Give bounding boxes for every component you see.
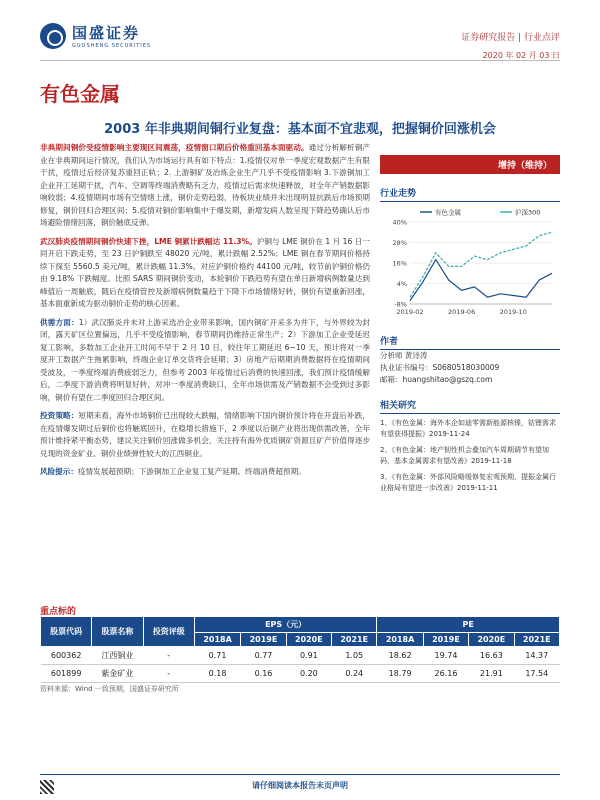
related-title: 相关研究	[380, 398, 560, 414]
paragraph-text: 1）武汉肺炎并未对上游采选冶企业带来影响，国内铜矿开采多为井下，与外界较为封闭，露天矿区位置偏远，几乎不受疫情影响，春节期间仍维持正常生产；2）下游加工企业受延迟复工影响，多数加工企业开工时间不早于 2 月 10 日，较往年工期延迟 6~10 天，预计将对一季度开工数据产生拖累影响，终端企业订单交货将会延期；3）房地产后期期消费数据将在疫情期间受波及，一季度终端消费疲弱乏力，但参考 2003 年疫情过后消费的快速回涨，我们预计疫情缓解后，二季度下游消费将明显好转，对冲一季度消费缺口，全年市场供需及产销数据不会受到过多影响，铜价有望在二季度回归合理区间。	[40, 317, 371, 402]
y-tick-label: 40%	[392, 218, 407, 227]
col-year: 2020E	[469, 633, 514, 647]
stock-code: 600362	[41, 647, 92, 665]
stock-table-title: 重点标的	[40, 607, 77, 617]
paragraph-risk	[40, 466, 370, 479]
paragraph-wuhan	[40, 236, 370, 311]
cert-number: 执业证书编号：S0680518030009	[380, 363, 500, 372]
stock-rating: -	[143, 665, 194, 683]
footer-divider	[40, 774, 560, 775]
paragraph-summary	[40, 142, 370, 230]
y-tick-label: 16%	[392, 259, 407, 268]
related-item[interactable]: 3、《有色金属：外部风险略缓修复宏观预期，提振金属行业格局有望进一步改善》2019-11-11	[380, 473, 556, 492]
footer-disclaimer: 请仔细阅读本报告末页声明	[252, 781, 348, 790]
paragraph-text: 通过分析解析铜产业在非典期间运行情况，我们认为市场运行具有如下特点：1.疫情仅对单一季度宏观数据产生有限干扰，疫情过后经济复苏重回正轨；2. 上游铜矿及冶炼企业生产几乎不受疫情影响 3.下游铜加工企业开工延期干扰，汽车、空调等终端消费略有乏力，疫情过后需求快速释放，对全年产销数据影响较弱；4.疫情期间市场有空情绪上涨，铜价走势趋弱，待板块业绩并未出现明显抗跌后市场预期修复，铜价回归合理区间；5.疫情对铜价影响集中于爆发期，新增发病人数呈现下降趋势确认后市场避险情绪回落，铜价触底反弹。	[40, 143, 370, 227]
brand-logo	[40, 22, 151, 49]
col-pe: PE	[377, 617, 560, 633]
eps-value: 0.71	[194, 647, 240, 665]
eps-value: 0.16	[241, 665, 286, 683]
report-date: 2020 年 02 月 03 日	[482, 51, 560, 60]
legend-label: 沪深300	[515, 208, 541, 217]
rating-badge: 增持（维持）	[380, 155, 560, 174]
col-code: 股票代码	[41, 617, 92, 647]
related-list	[380, 418, 560, 494]
series-line	[410, 232, 552, 297]
report-title: 2003 年非典期间铜行业复盘：基本面不宜悲观，把握铜价回涨机会	[104, 122, 496, 137]
x-tick-label: 2019-02	[396, 308, 424, 316]
logo-name-en: GUOSHENG SECURITIES	[72, 43, 152, 49]
pe-value: 21.91	[469, 665, 514, 683]
eps-value: 0.24	[332, 665, 377, 683]
analyst-name: 黄诗涛	[404, 351, 428, 360]
related-item[interactable]: 1、《有色金属：海外本企如迪零需新能源核镍，钴锂需求有望获得提振》2019-11-24	[380, 419, 556, 438]
analyst-line	[380, 350, 560, 362]
y-tick-label: -8%	[394, 300, 407, 309]
trend-title: 行业走势	[380, 186, 560, 202]
x-tick-label: 2019-10	[499, 308, 527, 316]
paragraph-supply-demand	[40, 317, 370, 405]
table-row	[41, 647, 560, 665]
paragraph-lead: 武汉肺炎疫情期间铜价快速下挫，LME 铜累计跌幅达 11.3%。	[40, 236, 257, 246]
paragraph-text: 短期来看，海外市场铜价已出现较大跌幅，情绪影响下国内铜价预计将在开盘后补跌，在疫情爆发期过后铜价也将触底回升，在稳增长措施下，2 季度以后铜产业将出现供需改善，全年预计维持紧平衡态势，建议关注铜价回涨做多机会，关注持有海外优质铜矿资源且矿产价值得逐步兑现的资金矿业、铜价业绩弹性较大的江西铜业。	[40, 411, 371, 458]
stock-table	[40, 616, 560, 683]
col-year: 2021E	[514, 633, 559, 647]
report-body	[40, 142, 370, 485]
eps-value: 0.91	[286, 647, 331, 665]
pe-value: 19.74	[423, 647, 468, 665]
paragraph-lead: 非典期间铜价受疫情影响主要现区间震荡，疫情窗口期后价格重回基本面驱动。	[40, 143, 309, 152]
col-rating: 投资评级	[143, 617, 194, 647]
legend-label: 有色金属	[435, 208, 461, 217]
col-year: 2021E	[332, 633, 377, 647]
report-header	[0, 0, 600, 60]
y-tick-label: 28%	[392, 239, 407, 247]
related-item[interactable]: 2、《有色金属：地产韧性机会叠加汽车周期调节有望加码，基本金属需求有望改善》2019-11-18	[380, 446, 549, 465]
author-title: 作者	[380, 334, 560, 350]
pe-value: 17.54	[514, 665, 559, 683]
logo-name: 国盛证券	[72, 24, 141, 42]
col-eps: EPS（元）	[194, 617, 377, 633]
eps-value: 0.77	[241, 647, 286, 665]
trend-chart	[380, 202, 560, 322]
pe-value: 26.16	[423, 665, 468, 683]
pe-value: 14.37	[514, 647, 559, 665]
series-line	[410, 260, 552, 301]
col-year: 2019E	[241, 633, 286, 647]
table-source: 资料来源：Wind 一致预期，国盛证券研究所	[40, 685, 179, 693]
pe-value: 18.79	[377, 665, 423, 683]
paragraph-lead: 投资策略：	[40, 411, 79, 420]
eps-value: 0.20	[286, 665, 331, 683]
paragraph-text: 疫情发展超预期；下游铜加工企业复工复产延期、终端消费超预期。	[77, 467, 306, 476]
col-year: 2019E	[423, 633, 468, 647]
report-type: 证券研究报告 | 行业点评	[461, 33, 560, 43]
pe-value: 16.63	[469, 647, 514, 665]
stock-name: 江西铜业	[92, 647, 143, 665]
stock-name: 紫金矿业	[92, 665, 143, 683]
eps-value: 1.05	[332, 647, 377, 665]
y-tick-label: 4%	[396, 280, 407, 288]
col-year: 2020E	[286, 633, 331, 647]
logo-icon	[40, 23, 66, 49]
x-tick-label: 2019-06	[448, 308, 476, 316]
paragraph-lead: 供需方面：	[40, 317, 79, 327]
paragraph-strategy	[40, 410, 370, 460]
col-name: 股票名称	[92, 617, 143, 647]
industry-title: 有色金属	[40, 82, 120, 106]
col-year: 2018A	[194, 633, 240, 647]
header-divider	[40, 60, 560, 61]
table-row	[41, 665, 560, 683]
sidebar	[380, 155, 560, 499]
analyst-email[interactable]: 邮箱：huangshitao@gszq.com	[380, 375, 493, 384]
pe-value: 18.62	[377, 647, 423, 665]
paragraph-text: 沪铜与 LME 铜价在 1 月 16 日一同开启下跌走势，至 23 日沪铜跌至 48020 元/吨，累计跌幅 2.52%；LME 铜在春节期间价格持续下探至 5560.5 美元/吨，累计跌幅 11.3%。对应沪铜价格约 44100 元/吨，较节前沪铜价格仍由 9.18% 下跌幅度。比照 SARS 期间铜价变动，本轮铜价下跌趋势有望在单日新增病例数量达到峰值后一周触底，随后在疫情管控及新增病例数量趋于下降下市场情绪好转，铜价有望重新回涨，基本面重新成为驱动铜价走势的核心因素。	[40, 236, 370, 308]
trend-chart-svg	[380, 202, 560, 322]
stock-rating: -	[143, 647, 194, 665]
analyst-label: 分析师	[380, 351, 403, 360]
col-year: 2018A	[377, 633, 423, 647]
stock-code: 601899	[41, 665, 92, 683]
eps-value: 0.18	[194, 665, 240, 683]
paragraph-lead: 风险提示：	[40, 467, 78, 476]
